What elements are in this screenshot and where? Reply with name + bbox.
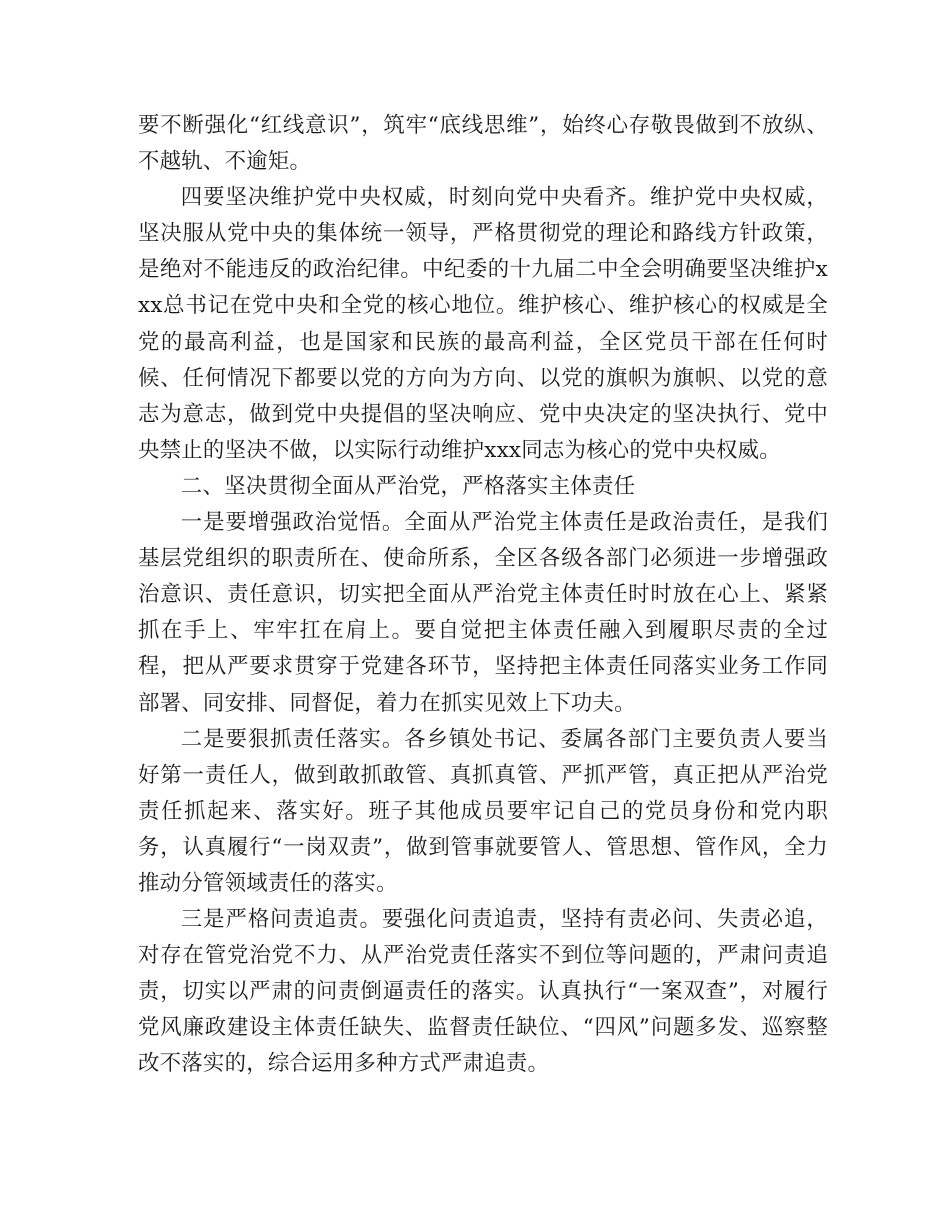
- paragraph-accountability: 三是严格问责追责。要强化问责追责，坚持有责必问、失责必追，对存在管党治党不力、从严治党责任落实不到位等问题的，严肃问责追责，切实以严肃的问责倒逼责任的落实。认真执行“一案双查”，对履行党风廉政建设主体责任缺失、监督责任缺位、“四风”问题多发、巡察整改不落实的，综合运用多种方式严肃追责。: [138, 907, 828, 1077]
- document-body: [138, 108, 828, 1083]
- section-heading: 二、坚决贯彻全面从严治党，严格落实主体责任: [180, 473, 636, 499]
- paragraph-responsibility-implementation: 二是要狠抓责任落实。各乡镇处书记、委属各部门主要负责人要当好第一责任人，做到敢抓敢管、真抓真管、严抓严管，真正把从严治党责任抓起来、落实好。班子其他成员要牢记自己的党员身份和党内职务，认真履行“一岗双责”，做到管事就要管人、管思想、管作风，全力推动分管领域责任的落实。: [138, 726, 828, 896]
- paragraph-political-awareness: 一是要增强政治觉悟。全面从严治党主体责任是政治责任，是我们基层党组织的职责所在、使命所系，全区各级各部门必须进一步增强政治意识、责任意识，切实把全面从严治党主体责任时时放在心上、紧紧抓在手上、牢牢扛在肩上。要自觉把主体责任融入到履职尽责的全过程，把从严要求贯穿于党建各环节，坚持把主体责任同落实业务工作同部署、同安排、同督促，着力在抓实见效上下功夫。: [138, 510, 828, 716]
- paragraph-continued: 要不断强化“红线意识”，筑牢“底线思维”，始终心存敬畏做到不放纵、不越轨、不逾矩。: [138, 113, 828, 175]
- paragraph-central-authority: 四要坚决维护党中央权威，时刻向党中央看齐。维护党中央权威，坚决服从党中央的集体统一领导，严格贯彻党的理论和路线方针政策，是绝对不能违反的政治纪律。中纪委的十九届二中全会明确要坚决维护xxx总书记在党中央和全党的核心地位。维护核心、维护核心的权威是全党的最高利益，也是国家和民族的最高利益，全区党员干部在任何时候、任何情况下都要以党的方向为方向、以党的旗帜为旗帜、以党的意志为意志，做到党中央提倡的坚决响应、党中央决定的坚决执行、党中央禁止的坚决不做，以实际行动维护xxx同志为核心的党中央权威。: [138, 185, 828, 463]
